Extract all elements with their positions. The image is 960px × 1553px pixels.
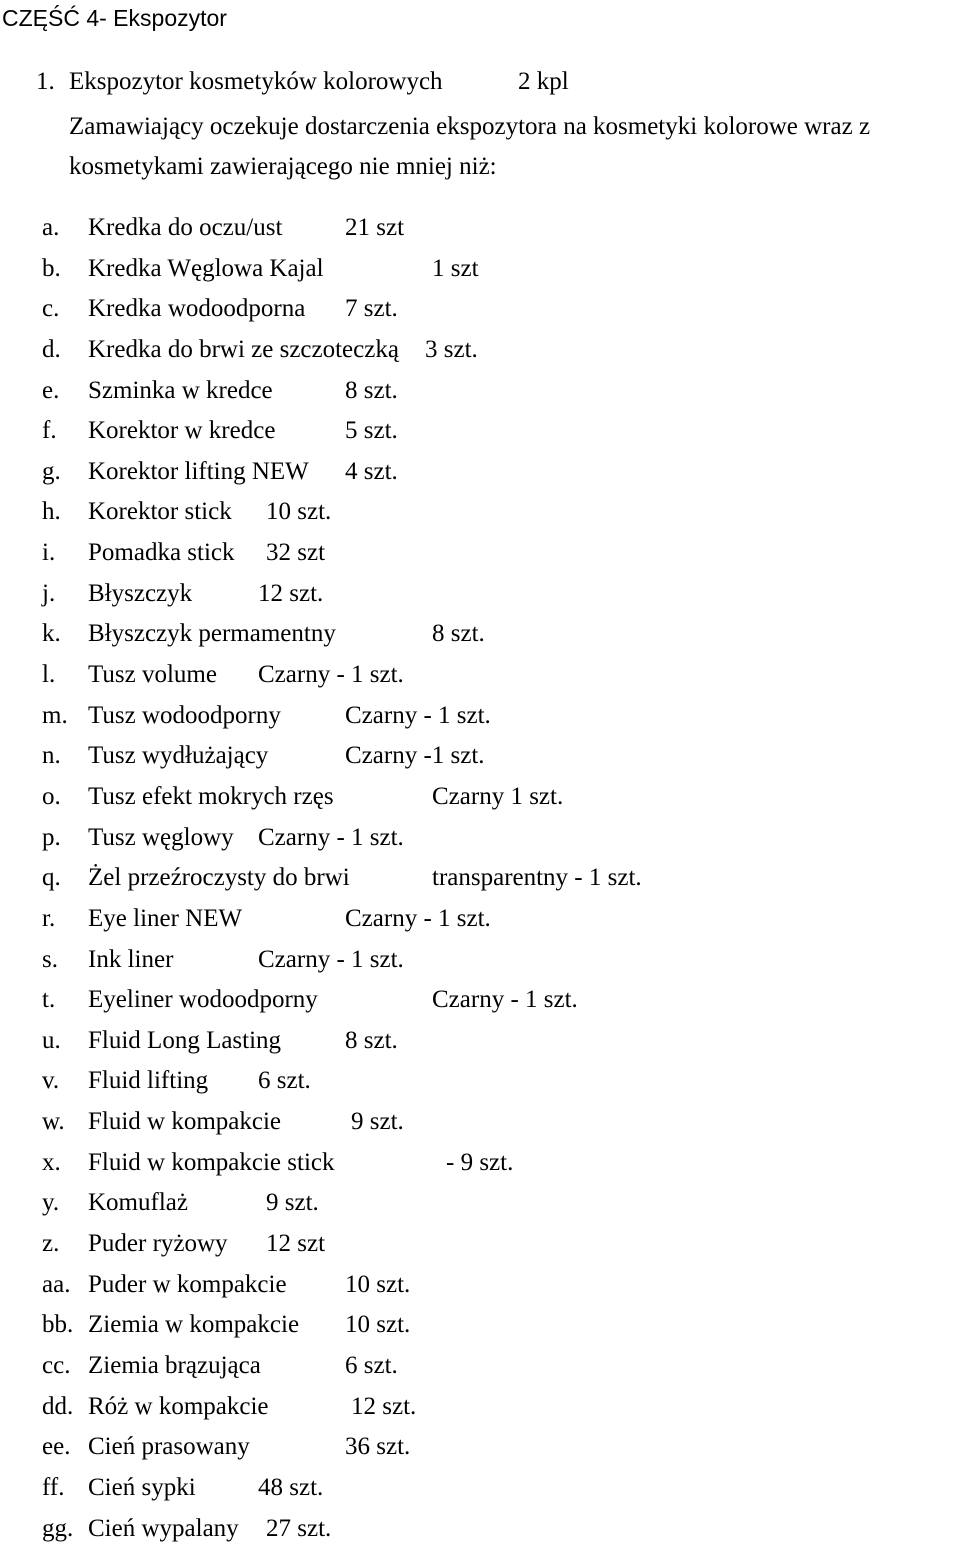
item-name: Kredka do oczu/ust bbox=[88, 212, 282, 244]
list-item bbox=[0, 496, 960, 537]
list-item bbox=[0, 984, 960, 1025]
item-name: Fluid w kompakcie stick bbox=[88, 1147, 335, 1179]
item-quantity: Czarny - 1 szt. bbox=[258, 944, 404, 976]
item-quantity: 7 szt. bbox=[345, 293, 398, 325]
item-name: Kredka Węglowa Kajal bbox=[88, 253, 324, 285]
list-item bbox=[0, 334, 960, 375]
item-quantity: 9 szt. bbox=[266, 1187, 319, 1219]
item-quantity: Czarny - 1 szt. bbox=[345, 700, 491, 732]
list-item bbox=[0, 293, 960, 334]
item-label: u. bbox=[42, 1025, 61, 1057]
list-item bbox=[0, 537, 960, 578]
item-quantity: 32 szt bbox=[266, 537, 325, 569]
item-label: o. bbox=[42, 781, 61, 813]
item-quantity: 8 szt. bbox=[432, 618, 485, 650]
list-item bbox=[0, 456, 960, 497]
item-label: cc. bbox=[42, 1350, 70, 1382]
item-name: Cień sypki bbox=[88, 1472, 196, 1504]
item-name: Róż w kompakcie bbox=[88, 1391, 269, 1423]
list-item bbox=[0, 1472, 960, 1513]
item-label: m. bbox=[42, 700, 68, 732]
item-name: Szminka w kredce bbox=[88, 375, 273, 407]
item-label: l. bbox=[42, 659, 55, 691]
item-label: ee. bbox=[42, 1431, 70, 1463]
item-quantity: 12 szt bbox=[266, 1228, 325, 1260]
item-label: ff. bbox=[42, 1472, 64, 1504]
item-quantity: 8 szt. bbox=[345, 1025, 398, 1057]
list-item bbox=[0, 1106, 960, 1147]
item-name: Kredka wodoodporna bbox=[88, 293, 305, 325]
list-item bbox=[0, 1269, 960, 1310]
list-item bbox=[0, 781, 960, 822]
section-title: Ekspozytor kosmetyków kolorowych bbox=[69, 66, 443, 98]
item-quantity: 1 szt bbox=[432, 253, 479, 285]
item-list bbox=[0, 212, 960, 1553]
description-line: Zamawiający oczekuje dostarczenia ekspozytora na kosmetyki kolorowe wraz z bbox=[69, 107, 870, 147]
list-item bbox=[0, 1309, 960, 1350]
item-name: Błyszczyk permamentny bbox=[88, 618, 336, 650]
item-label: k. bbox=[42, 618, 61, 650]
item-label: z. bbox=[42, 1228, 59, 1260]
item-label: h. bbox=[42, 496, 61, 528]
item-name: Cień prasowany bbox=[88, 1431, 250, 1463]
list-item bbox=[0, 1513, 960, 1553]
item-quantity: 12 szt. bbox=[258, 578, 323, 610]
item-quantity: 21 szt bbox=[345, 212, 404, 244]
list-item bbox=[0, 375, 960, 416]
item-quantity: 10 szt. bbox=[345, 1309, 410, 1341]
item-quantity: - 9 szt. bbox=[446, 1147, 513, 1179]
list-item bbox=[0, 212, 960, 253]
item-quantity: 36 szt. bbox=[345, 1431, 410, 1463]
item-label: a. bbox=[42, 212, 59, 244]
section-description bbox=[69, 107, 870, 187]
item-label: gg. bbox=[42, 1513, 73, 1545]
item-label: f. bbox=[42, 415, 57, 447]
item-name: Żel przeźroczysty do brwi bbox=[88, 862, 350, 894]
item-name: Korektor w kredce bbox=[88, 415, 275, 447]
item-quantity: 4 szt. bbox=[345, 456, 398, 488]
item-label: c. bbox=[42, 293, 59, 325]
item-quantity: 27 szt. bbox=[266, 1513, 331, 1545]
item-label: p. bbox=[42, 822, 61, 854]
item-label: d. bbox=[42, 334, 61, 366]
list-item bbox=[0, 1065, 960, 1106]
item-label: r. bbox=[42, 903, 55, 935]
item-label: i. bbox=[42, 537, 55, 569]
item-quantity: transparentny - 1 szt. bbox=[432, 862, 642, 894]
item-quantity: 48 szt. bbox=[258, 1472, 323, 1504]
item-label: y. bbox=[42, 1187, 59, 1219]
item-quantity: Czarny 1 szt. bbox=[432, 781, 563, 813]
item-quantity: Czarny - 1 szt. bbox=[432, 984, 578, 1016]
item-quantity: 12 szt. bbox=[351, 1391, 416, 1423]
item-quantity: Czarny - 1 szt. bbox=[345, 903, 491, 935]
list-item bbox=[0, 1350, 960, 1391]
item-name: Puder ryżowy bbox=[88, 1228, 228, 1260]
list-item bbox=[0, 415, 960, 456]
item-name: Tusz wydłużający bbox=[88, 740, 268, 772]
item-quantity: 10 szt. bbox=[345, 1269, 410, 1301]
item-name: Korektor stick bbox=[88, 496, 232, 528]
item-quantity: 8 szt. bbox=[345, 375, 398, 407]
item-name: Fluid w kompakcie bbox=[88, 1106, 281, 1138]
item-label: x. bbox=[42, 1147, 61, 1179]
document-heading: CZĘŚĆ 4- Ekspozytor bbox=[2, 3, 227, 33]
item-quantity: 5 szt. bbox=[345, 415, 398, 447]
list-item bbox=[0, 1025, 960, 1066]
item-quantity: 9 szt. bbox=[351, 1106, 404, 1138]
item-name: Błyszczyk bbox=[88, 578, 192, 610]
item-label: q. bbox=[42, 862, 61, 894]
item-name: Puder w kompakcie bbox=[88, 1269, 287, 1301]
item-label: bb. bbox=[42, 1309, 73, 1341]
item-quantity: 10 szt. bbox=[266, 496, 331, 528]
section-quantity: 2 kpl bbox=[518, 66, 569, 98]
item-label: s. bbox=[42, 944, 58, 976]
list-item bbox=[0, 700, 960, 741]
item-name: Tusz wodoodporny bbox=[88, 700, 281, 732]
item-name: Tusz efekt mokrych rzęs bbox=[88, 781, 334, 813]
item-quantity: 6 szt. bbox=[345, 1350, 398, 1382]
item-name: Komuflaż bbox=[88, 1187, 188, 1219]
list-item bbox=[0, 740, 960, 781]
section-number: 1. bbox=[36, 66, 55, 98]
list-item bbox=[0, 253, 960, 294]
list-item bbox=[0, 659, 960, 700]
list-item bbox=[0, 944, 960, 985]
item-name: Pomadka stick bbox=[88, 537, 235, 569]
list-item bbox=[0, 903, 960, 944]
item-name: Eyeliner wodoodporny bbox=[88, 984, 318, 1016]
item-label: t. bbox=[42, 984, 55, 1016]
description-line: kosmetykami zawierającego nie mniej niż: bbox=[69, 147, 870, 187]
item-label: j. bbox=[42, 578, 55, 610]
item-quantity: Czarny - 1 szt. bbox=[258, 659, 404, 691]
item-name: Eye liner NEW bbox=[88, 903, 242, 935]
item-quantity: 3 szt. bbox=[425, 334, 478, 366]
list-item bbox=[0, 1391, 960, 1432]
item-name: Cień wypalany bbox=[88, 1513, 239, 1545]
list-item bbox=[0, 1147, 960, 1188]
item-label: n. bbox=[42, 740, 61, 772]
item-label: v. bbox=[42, 1065, 59, 1097]
item-quantity: 6 szt. bbox=[258, 1065, 311, 1097]
item-name: Fluid Long Lasting bbox=[88, 1025, 281, 1057]
list-item bbox=[0, 618, 960, 659]
item-name: Ziemia brązująca bbox=[88, 1350, 261, 1382]
item-label: dd. bbox=[42, 1391, 73, 1423]
item-name: Fluid lifting bbox=[88, 1065, 208, 1097]
item-name: Ink liner bbox=[88, 944, 173, 976]
list-item bbox=[0, 578, 960, 619]
list-item bbox=[0, 822, 960, 863]
item-label: e. bbox=[42, 375, 59, 407]
item-name: Korektor lifting NEW bbox=[88, 456, 309, 488]
list-item bbox=[0, 1228, 960, 1269]
item-label: g. bbox=[42, 456, 61, 488]
item-name: Tusz volume bbox=[88, 659, 217, 691]
item-quantity: Czarny - 1 szt. bbox=[258, 822, 404, 854]
item-quantity: Czarny -1 szt. bbox=[345, 740, 485, 772]
item-label: w. bbox=[42, 1106, 65, 1138]
item-name: Ziemia w kompakcie bbox=[88, 1309, 299, 1341]
list-item bbox=[0, 1187, 960, 1228]
item-name: Tusz węglowy bbox=[88, 822, 234, 854]
item-name: Kredka do brwi ze szczoteczką bbox=[88, 334, 399, 366]
list-item bbox=[0, 1431, 960, 1472]
item-label: b. bbox=[42, 253, 61, 285]
item-label: aa. bbox=[42, 1269, 70, 1301]
list-item bbox=[0, 862, 960, 903]
